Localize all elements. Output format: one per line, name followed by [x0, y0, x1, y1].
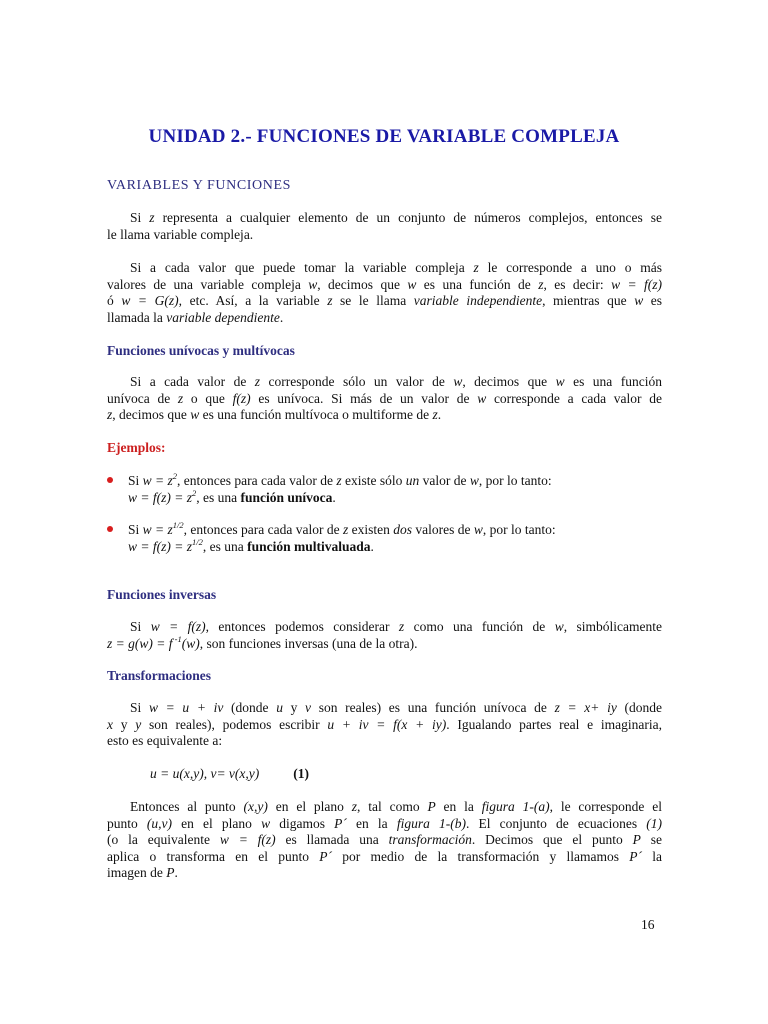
bullet-icon — [107, 477, 113, 483]
paragraph-inversas — [107, 619, 662, 652]
text-line: Entonces al punto (x,y) en el plano z, tal como P en la figura 1-(a), le corresponde el — [130, 799, 662, 814]
examples-heading: Ejemplos: — [107, 440, 166, 455]
text-line: le llama variable compleja. — [107, 226, 254, 242]
text-line: (o la equivalente w = f(z) es llamada una transformación. Decimos que el punto P se — [107, 832, 662, 847]
bullet-icon — [107, 526, 113, 532]
text-line: x y y son reales), podemos escribir u + iv = f(x + iy). Igualando partes real e imaginaria, — [107, 716, 663, 732]
text-line: $w = f(z) = z^2$, es una función unívoca. — [128, 487, 336, 505]
text-line: ó w = G(z), etc. Así, a la variable z se le llama variable independiente, mientras que w es — [107, 293, 663, 308]
section-heading-transformaciones: Transformaciones — [107, 668, 211, 683]
paragraph-transformaciones-intro — [107, 700, 662, 750]
text-line: Si a cada valor que puede tomar la variable compleja z le corresponde a uno o más — [130, 260, 663, 275]
text-line: imagen de P. — [107, 865, 178, 880]
text-line: Si $w = z^{1/2}$, entonces para cada valor de z existen dos valores de w, por lo tanto: — [128, 520, 556, 537]
example-item-univoca — [107, 473, 662, 506]
text-line: unívoca de z o que f(z) es unívoca. Si más de un valor de w corresponde a cada valor de — [107, 390, 662, 406]
paragraph-univocas — [107, 374, 662, 424]
text-line: llamada la variable dependiente. — [107, 309, 284, 325]
text-line: Si w = u + iv (donde u y v son reales) es una función unívoca de z = x+ iy (donde — [130, 700, 662, 715]
text-line: Si w = f(z), entonces podemos considerar z como una función de w, simbólicamente — [130, 619, 663, 634]
example-item-multivaluada — [107, 522, 662, 555]
equation-number: (1) — [293, 766, 310, 781]
text-line: valores de una variable compleja w, decimos que w es una función de z, es decir: w = f(z) — [107, 276, 663, 292]
text-line: aplica o transforma en el punto P´ por medio de la transformación y llamamos P´ la — [107, 848, 662, 864]
equation-1: u = u(x,y), v= v(x,y) (1) — [150, 766, 310, 781]
text-line: Si $w = z^2$, entonces para cada valor de z existe sólo un valor de w, por lo tanto: — [128, 471, 552, 488]
text-line: z, decimos que w es una función multívoca o multiforme de z. — [107, 407, 442, 422]
text-line: Si a cada valor de z corresponde sólo un valor de w, decimos que w es una función — [130, 374, 662, 389]
text-line: z = g(w) = f $^{-1}$(w), son funciones inversas (una de la otra). — [107, 633, 418, 651]
paragraph-variable-compleja — [107, 210, 662, 243]
page-title: UNIDAD 2.- FUNCIONES DE VARIABLE COMPLEJA — [148, 126, 620, 147]
paragraph-transformaciones-punto — [107, 799, 662, 882]
section-heading-variables: VARIABLES Y FUNCIONES — [107, 178, 291, 193]
text-line: esto es equivalente a: — [107, 733, 223, 748]
text-line: punto (u,v) en el plano w digamos P´ en la figura 1-(b). El conjunto de ecuaciones (1) — [107, 815, 662, 831]
paragraph-funcion-definicion — [107, 260, 662, 326]
text-line: $w = f(z) = z^{1/2}$, es una función multivaluada. — [128, 536, 374, 554]
section-heading-univocas: Funciones unívocas y multívocas — [107, 343, 295, 358]
section-heading-inversas: Funciones inversas — [107, 587, 217, 602]
text-line: Si z representa a cualquier elemento de un conjunto de números complejos, entonces se — [130, 210, 662, 225]
page-number: 16 — [641, 917, 655, 932]
